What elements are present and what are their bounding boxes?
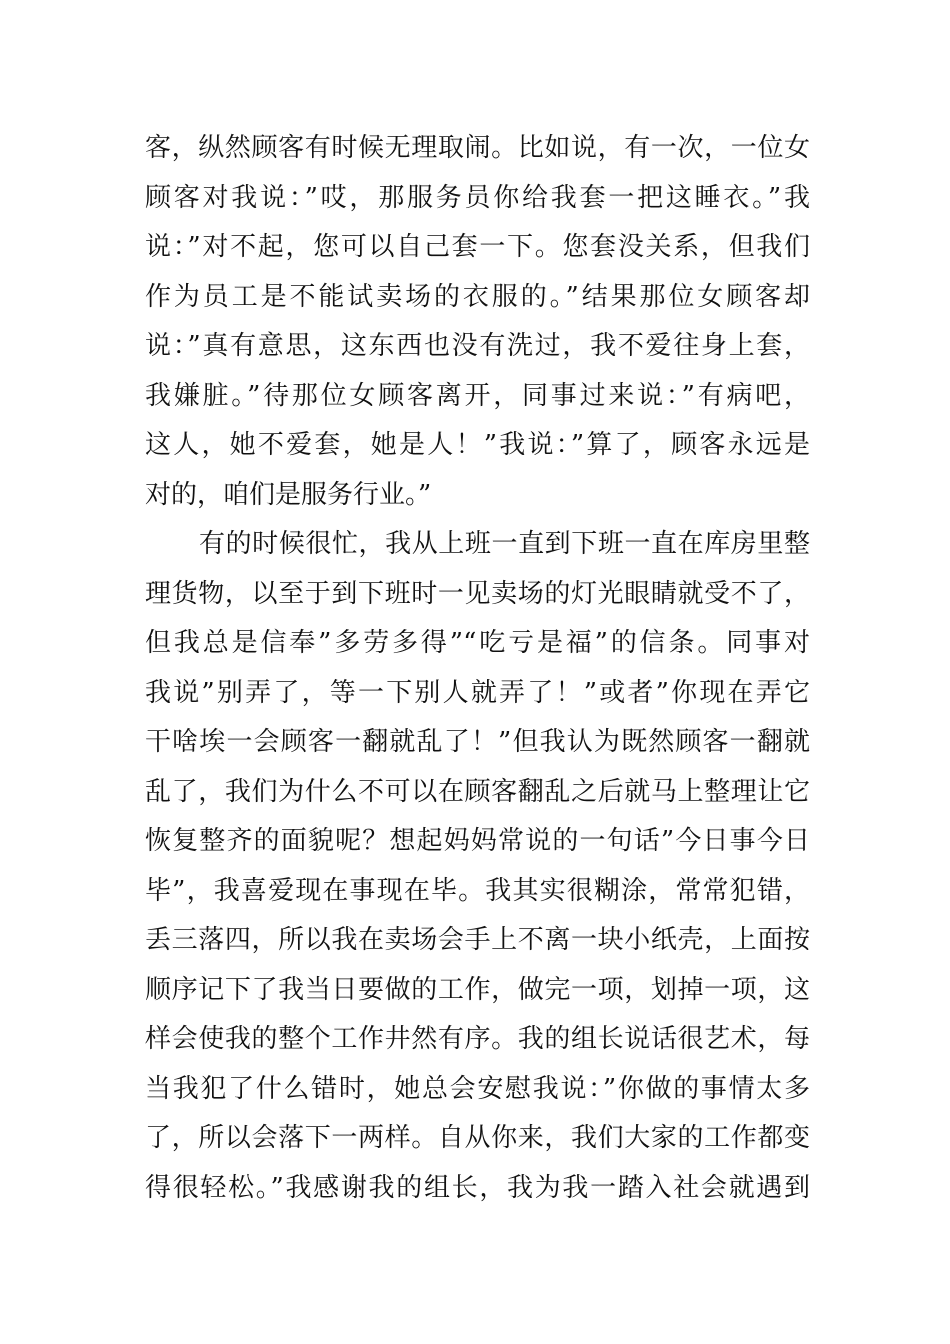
text-line: 丢三落四，所以我在卖场会手上不离一块小纸壳，上面按 <box>145 925 810 955</box>
text-line: 理货物，以至于到下班时一见卖场的灯光眼睛就受不了， <box>145 578 810 609</box>
text-line: 顾客对我说：”哎，那服务员你给我套一把这睡衣。”我 <box>145 182 810 213</box>
body-text <box>145 124 810 1213</box>
text-line: 乱了，我们为什么不可以在顾客翻乱之后就马上整理让它 <box>145 776 810 807</box>
text-line: 对的，咱们是服务行业。” <box>145 479 432 510</box>
text-line: 了，所以会落下一两样。自从你来，我们大家的工作都变 <box>145 1123 810 1153</box>
text-line: 这人，她不爱套，她是人！”我说：”算了，顾客永远是 <box>145 430 810 460</box>
text-line: 说：”真有意思，这东西也没有洗过，我不爱往身上套， <box>145 331 810 361</box>
text-line: 我说”别弄了，等一下别人就弄了！”或者”你现在弄它 <box>145 677 810 708</box>
text-line: 我嫌脏。”待那位女顾客离开，同事过来说：”有病吧， <box>145 380 810 411</box>
paragraph-1 <box>145 124 810 520</box>
text-line: 恢复整齐的面貌呢？想起妈妈常说的一句话”今日事今日 <box>145 826 810 856</box>
text-line: 得很轻松。”我感谢我的组长，我为我一踏入社会就遇到 <box>145 1172 810 1203</box>
text-line: 有的时候很忙，我从上班一直到下班一直在库房里整 <box>199 529 810 559</box>
text-line: 当我犯了什么错时，她总会安慰我说：”你做的事情太多 <box>145 1073 810 1104</box>
text-line: 毕”，我喜爱现在事现在毕。我其实很糊涂，常常犯错， <box>145 875 810 906</box>
text-line: 但我总是信奉”多劳多得”“吃亏是福”的信条。同事对 <box>145 628 810 658</box>
text-line: 客，纵然顾客有时候无理取闹。比如说，有一次，一位女 <box>145 133 810 163</box>
text-line: 干啥埃一会顾客一翻就乱了！”但我认为既然顾客一翻就 <box>145 727 810 757</box>
text-line: 样会使我的整个工作井然有序。我的组长说话很艺术，每 <box>145 1024 810 1054</box>
text-line: 说：”对不起，您可以自己套一下。您套没关系，但我们 <box>145 232 810 262</box>
paragraph-2 <box>145 520 810 1213</box>
text-line: 作为员工是不能试卖场的衣服的。”结果那位女顾客却 <box>145 281 810 312</box>
text-line: 顺序记下了我当日要做的工作，做完一项，划掉一项，这 <box>145 974 810 1005</box>
